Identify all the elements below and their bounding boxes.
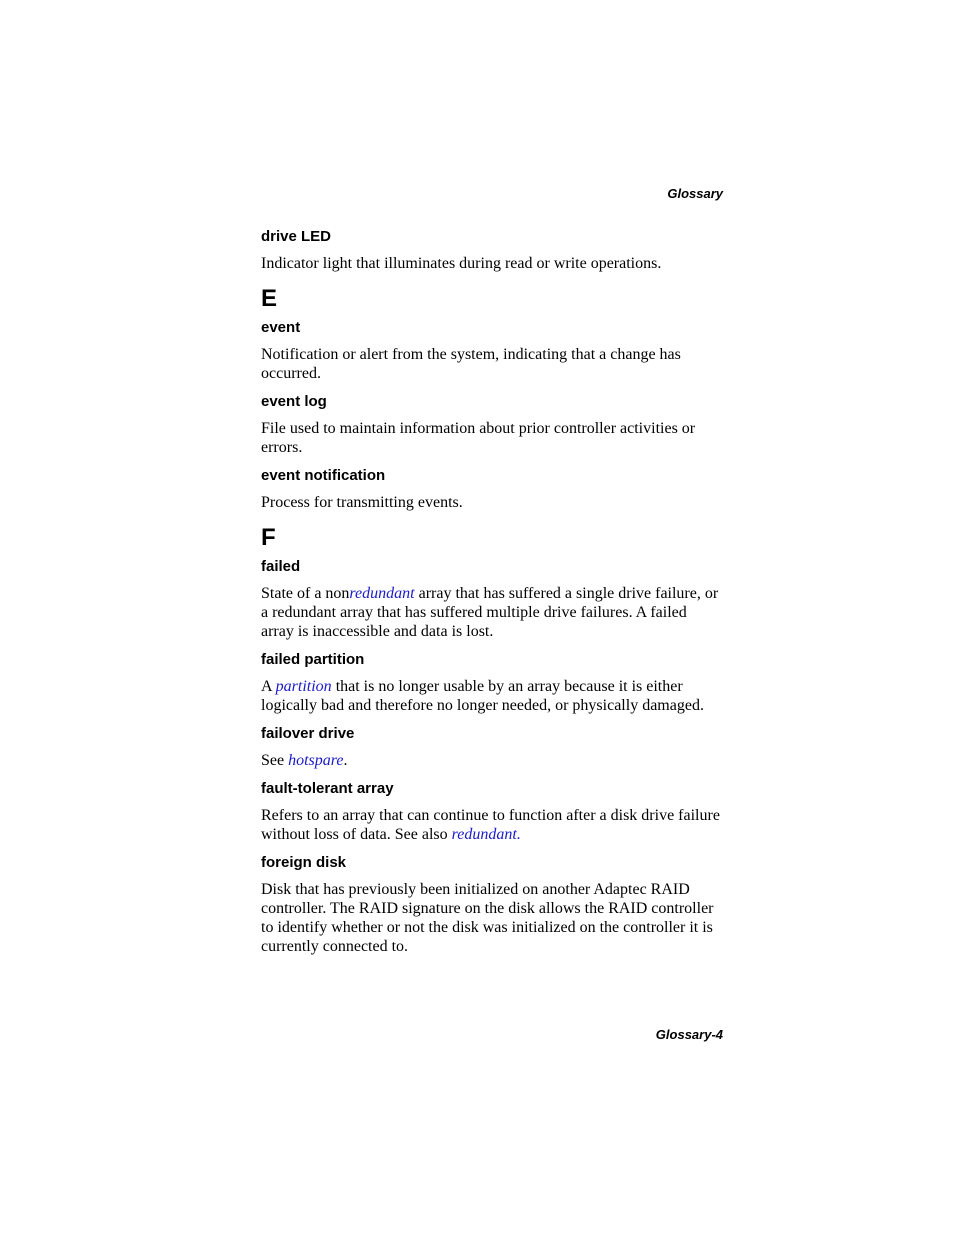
definition-text: State of a non [261, 585, 350, 602]
term-definition: Disk that has previously been initialized on another Adaptec RAID controller. The RAID signature on the disk allows the RAID controller to identify whether or not the disk was initialized on the controller it is currently connected to. [261, 881, 714, 955]
cross-reference-link[interactable]: partition [275, 678, 332, 695]
definition-text: array that has suffered a single drive failure, or a redundant array that has suffered multiple drive failures. A failed array is inaccessible and data is lost. [261, 585, 719, 640]
section-letter-f: F [261, 524, 276, 551]
term-heading: event notification [261, 467, 386, 484]
entry-event-notification [261, 465, 723, 512]
definition-text: that is no longer usable by an array because it is either logically bad and therefore no longer needed, or physically damaged. [261, 678, 704, 714]
term-definition: File used to maintain information about prior controller activities or errors. [261, 420, 696, 456]
definition-text: . [343, 752, 348, 769]
term-heading: event [261, 319, 301, 336]
term-heading: fault-tolerant array [261, 780, 394, 797]
cross-reference-link[interactable]: hotspare [288, 752, 344, 769]
entry-foreign-disk [261, 852, 723, 956]
entry-failover-drive [261, 723, 723, 770]
term-heading: failover drive [261, 725, 355, 742]
term-definition: Process for transmitting events. [261, 494, 463, 511]
term-heading: failed [261, 558, 301, 575]
glossary-content [261, 226, 723, 964]
definition-text: Refers to an array that can continue to function after a disk drive failure without loss of data. See also [261, 807, 720, 843]
entry-failed [261, 556, 723, 641]
term-definition [261, 677, 723, 715]
term-definition [261, 584, 723, 641]
entry-fault-tolerant-array [261, 778, 723, 844]
term-definition: Notification or alert from the system, indicating that a change has occurred. [261, 346, 681, 382]
entry-drive-led [261, 226, 723, 273]
page-number: Glossary-4 [655, 1027, 723, 1042]
definition-text: A [261, 678, 276, 695]
term-heading: foreign disk [261, 854, 347, 871]
term-heading: failed partition [261, 651, 365, 668]
term-definition: Indicator light that illuminates during read or write operations. [261, 255, 662, 272]
entry-failed-partition [261, 649, 723, 715]
definition-text: See [261, 752, 289, 769]
section-letter-e: E [261, 285, 278, 312]
cross-reference-link[interactable]: redundant [349, 585, 415, 602]
term-definition [261, 751, 723, 770]
running-header: Glossary [667, 186, 723, 201]
entry-event-log [261, 391, 723, 457]
cross-reference-link[interactable]: redundant. [451, 826, 521, 843]
entry-event [261, 317, 723, 383]
term-heading: drive LED [261, 228, 332, 245]
term-heading: event log [261, 393, 327, 410]
term-definition [261, 806, 723, 844]
